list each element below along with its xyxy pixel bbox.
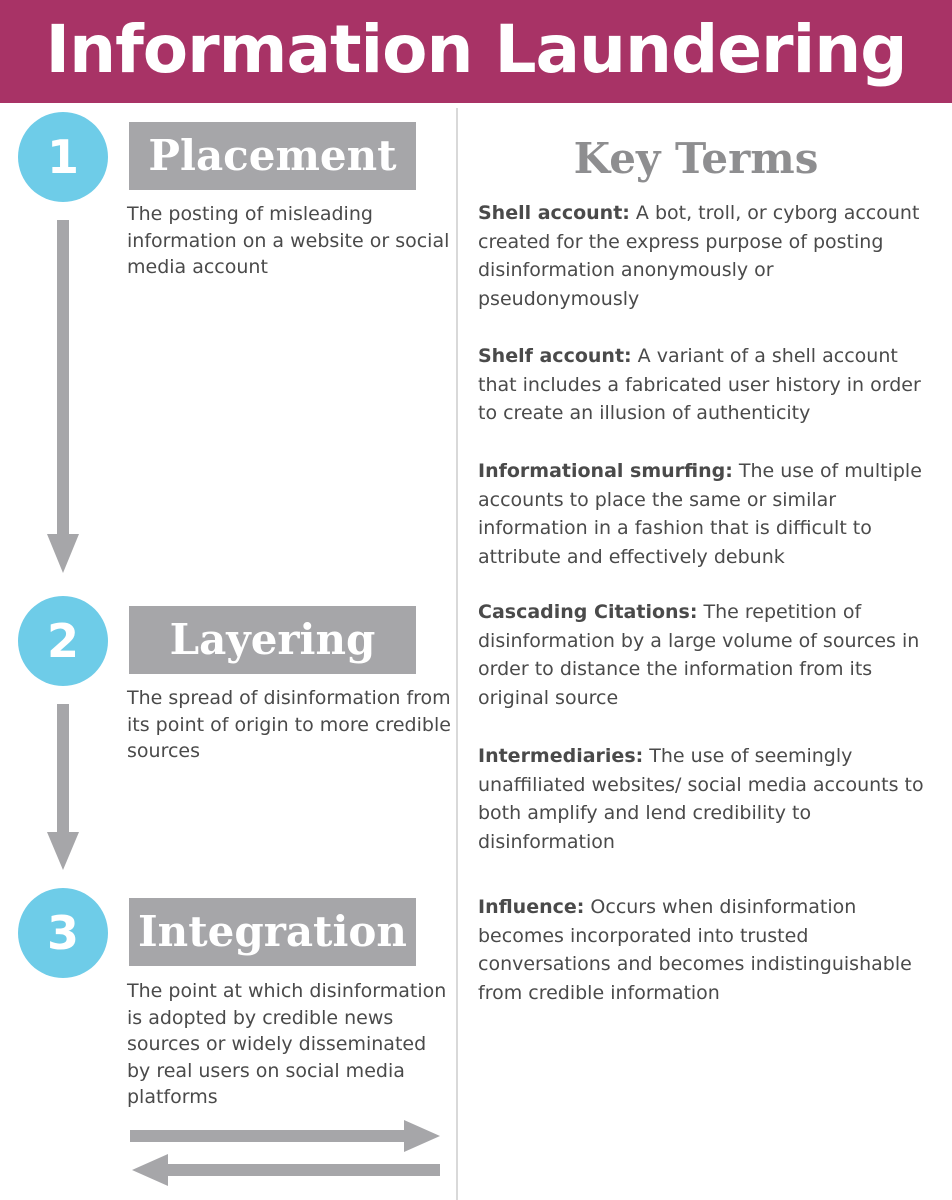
- down-arrow-icon: [40, 218, 86, 578]
- key-term-name: Shelf account:: [478, 345, 632, 367]
- step-1-title: Placement: [129, 122, 416, 190]
- down-arrow-icon: [40, 702, 86, 874]
- key-term-name: Shell account:: [478, 202, 630, 224]
- key-term-informational-smurfing: [478, 457, 930, 571]
- key-term-definition: The use of multiple accounts to place the same or similar information in a fashion that is difficult to attribute and effectively debunk: [478, 460, 922, 568]
- key-term-name: Intermediaries:: [478, 745, 644, 767]
- key-term-shell-account: [478, 199, 930, 313]
- step-1-number-badge: 1: [18, 112, 108, 202]
- step-2-title: Layering: [129, 606, 416, 674]
- step-2-number-badge: 2: [18, 596, 108, 686]
- key-term-definition: A bot, troll, or cyborg account created for the express purpose of posting disinformation anonymously or pseudonymously: [478, 202, 920, 310]
- key-term-cascading-citations: [478, 598, 930, 712]
- step-3-number-badge: 3: [18, 888, 108, 978]
- step-2-description: The spread of disinformation from its point of origin to more credible sources: [127, 687, 451, 762]
- right-arrow-icon: [128, 1118, 444, 1154]
- step-3-title: Integration: [129, 898, 416, 966]
- step-1-description: The posting of misleading information on a website or social media account: [127, 203, 450, 278]
- column-divider: [456, 108, 458, 1200]
- key-term-intermediaries: [478, 742, 930, 856]
- key-term-shelf-account: [478, 342, 930, 428]
- key-terms-heading: Key Terms: [573, 134, 819, 183]
- left-arrow-icon: [128, 1152, 444, 1188]
- key-term-definition: Occurs when disinformation becomes incorporated into trusted conversations and becomes indistinguishable from credible information: [478, 896, 912, 1004]
- key-term-name: Cascading Citations:: [478, 601, 698, 623]
- header-banner: [0, 0, 952, 103]
- key-term-definition: The repetition of disinformation by a large volume of sources in order to distance the information from its original source: [478, 601, 920, 709]
- key-term-influence: [478, 893, 930, 1007]
- key-term-definition: The use of seemingly unaffiliated websites/ social media accounts to both amplify and lend credibility to disinformation: [478, 745, 924, 853]
- step-3-description: The point at which disinformation is adopted by credible news sources or widely disseminated by real users on social media platforms: [127, 980, 447, 1108]
- page-title: Information Laundering: [45, 10, 907, 88]
- key-term-definition: A variant of a shell account that includes a fabricated user history in order to create an illusion of authenticity: [478, 345, 921, 425]
- key-term-name: Influence:: [478, 896, 585, 918]
- key-term-name: Informational smurfing:: [478, 460, 733, 482]
